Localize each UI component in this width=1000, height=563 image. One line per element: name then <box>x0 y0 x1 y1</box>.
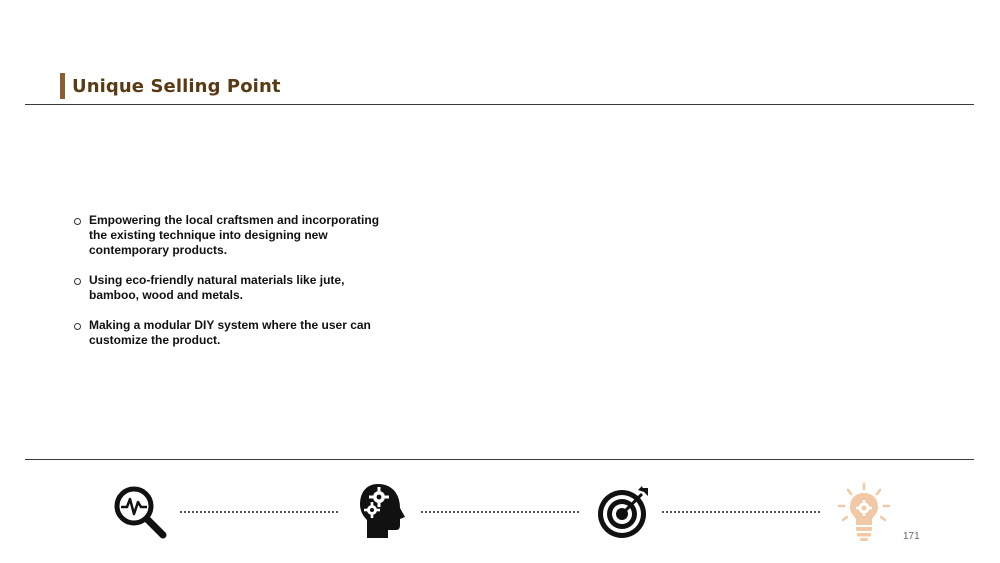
bullet-item <box>72 213 382 258</box>
title-accent-bar <box>60 73 65 99</box>
usp-bullet-list <box>72 213 382 363</box>
bullet-circle-icon <box>74 278 81 285</box>
slide-title-group <box>60 73 281 99</box>
connector-dots <box>180 511 338 513</box>
bullet-circle-icon <box>74 218 81 225</box>
target-icon <box>596 484 652 540</box>
bullet-item <box>72 318 382 348</box>
bullet-item <box>72 273 382 303</box>
top-divider <box>25 104 974 105</box>
analysis-magnifier-icon <box>112 484 170 542</box>
brain-gears-icon <box>358 482 408 540</box>
slide-title: Unique Selling Point <box>72 75 281 97</box>
bullet-circle-icon <box>74 323 81 330</box>
bullet-text: Making a modular DIY system where the user can customize the product. <box>89 318 371 347</box>
bullet-text: Empowering the local craftsmen and incorporating the existing technique into designing new contemporary products. <box>89 213 380 257</box>
bottom-divider <box>25 459 974 460</box>
connector-dots <box>662 511 820 513</box>
page-number: 171 <box>903 531 920 542</box>
connector-dots <box>421 511 579 513</box>
lightbulb-icon <box>836 482 892 542</box>
bullet-text: Using eco-friendly natural materials like jute, bamboo, wood and metals. <box>89 273 345 302</box>
